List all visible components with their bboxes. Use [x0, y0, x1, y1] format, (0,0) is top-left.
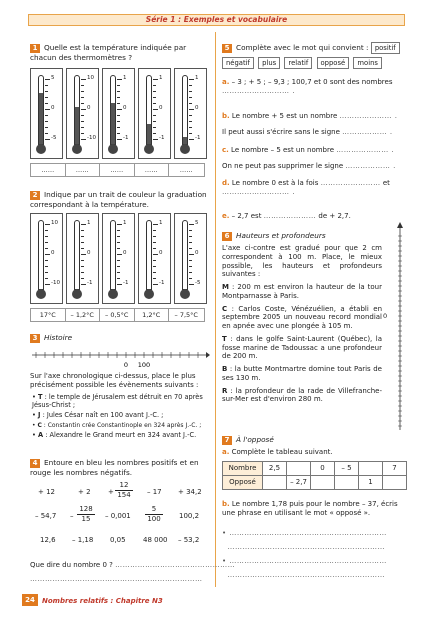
ex6-item: T : dans le golfe Saint-Laurent (Québec), la fosse marine de Tadoussac a une profondeur de 200 m. — [222, 334, 382, 361]
thermometer-tick-label: 0 — [123, 105, 127, 111]
ex1-thermometer — [30, 68, 63, 159]
thermometer-tick — [153, 79, 158, 80]
ex3-text: Sur l'axe chronologique ci-dessus, place le plus précisément possible les évènements suivants : — [30, 372, 199, 389]
thermometer-tick — [153, 127, 156, 128]
thermometer-tick — [117, 115, 120, 116]
thermometer-tick — [45, 127, 48, 128]
ex4-n6[interactable]: – 54,7 — [35, 512, 57, 520]
thermometer-tick[interactable] — [45, 266, 48, 267]
ex4-frac1[interactable]: 12 154 — [115, 481, 133, 500]
thermometer-tick[interactable] — [117, 272, 120, 273]
mercury-level — [111, 103, 115, 144]
ex6-item: B : la butte Montmartre domine tout Paris de ses 130 m. — [222, 365, 382, 382]
thermometer-tick[interactable] — [153, 230, 156, 231]
thermometer-tick — [189, 109, 194, 110]
thermometer-tick-label: 1 — [159, 220, 163, 226]
thermometer-tick[interactable] — [153, 278, 156, 279]
thermometer-tick-label: -1 — [159, 135, 165, 141]
thermometer-tick-label: -1 — [87, 280, 93, 286]
thermometer-tick-label: -10 — [51, 280, 60, 286]
ex1-number: 1 — [30, 44, 40, 53]
thermometer-tick-label: 0 — [159, 105, 163, 111]
thermometer-tick — [45, 85, 48, 86]
thermometer-tick-label: 1 — [123, 220, 127, 226]
thermometer-tick[interactable] — [45, 260, 48, 261]
thermometer-tick — [45, 115, 48, 116]
thermometer-tick-label: 5 — [51, 75, 55, 81]
thermometer-tick — [81, 103, 84, 104]
ex5-c: c. Le nombre – 5 est un nombre ………………… . — [222, 146, 395, 154]
thermometer-tick[interactable] — [81, 284, 86, 285]
ex4-n8[interactable]: – 0,001 — [105, 512, 131, 520]
ex6-axis-zero: 0 — [383, 312, 388, 320]
thermometer-tick[interactable] — [153, 266, 156, 267]
ex4-n4[interactable]: – 17 — [147, 488, 162, 496]
thermometer-tick[interactable] — [189, 236, 192, 237]
ex3-list — [32, 393, 210, 439]
ex7-row-nombre: Nombre 2,5 0 – 5 7 — [223, 462, 407, 476]
thermometer-tick — [45, 79, 50, 80]
ex1-answer[interactable]: …… — [31, 164, 66, 176]
thermometer-tick — [81, 121, 84, 122]
thermometer-tick[interactable] — [153, 236, 156, 237]
thermometer-tick — [45, 109, 50, 110]
ex5-word-bank — [222, 57, 384, 69]
ex1-thermometer — [102, 68, 135, 159]
thermometer-tick[interactable] — [189, 266, 192, 267]
ex5-c2: On ne peut pas supprimer le signe ……………… . — [222, 162, 396, 170]
ex2-temp: – 0,5°C — [100, 309, 135, 321]
ex4-n5[interactable]: + 34,2 — [178, 488, 202, 496]
thermometer-tick — [153, 115, 156, 116]
thermometer-tick — [117, 139, 122, 140]
ex2-temp: – 1,2°C — [66, 309, 101, 321]
ex2-thermometer — [174, 213, 207, 304]
ex2-temp: 17°C — [31, 309, 66, 321]
thermometer-tick-label: 0 — [159, 250, 163, 256]
ex2-thermometer — [138, 213, 171, 304]
ex5-number: 5 — [222, 44, 232, 53]
thermometer-tick[interactable] — [153, 242, 156, 243]
ex7-answer-lines[interactable]: • ……………………………………………………… ……………………………………………………… • ……………………………………………………… ……………………………………………………… — [222, 529, 387, 579]
ex1-answer[interactable]: …… — [100, 164, 135, 176]
thermometer-tick — [189, 139, 194, 140]
thermometer-tick[interactable] — [189, 242, 192, 243]
ex1-answer[interactable]: …… — [66, 164, 101, 176]
thermometer-bulb — [72, 289, 82, 299]
thermometer-tick — [153, 103, 156, 104]
thermometer-tick — [45, 121, 48, 122]
thermometer-bulb — [180, 144, 190, 154]
ex1-question: 1 Quelle est la température indiquée par chacun des thermomètres ? — [30, 43, 187, 62]
thermometer-tick[interactable] — [81, 224, 86, 225]
ex2-temp: 1,2°C — [135, 309, 170, 321]
thermometer-tick[interactable] — [81, 254, 86, 255]
thermometer-tick[interactable] — [81, 260, 84, 261]
thermometer-tick[interactable] — [45, 242, 48, 243]
ex2-question: 2 Indique par un trait de couleur la graduation correspondant à la température. — [30, 190, 207, 209]
axis-label-100: 100 — [137, 361, 151, 369]
thermometer-tick-label: 0 — [87, 105, 91, 111]
ex5-a: a. – 3 ; + 5 ; – 9,3 ; 100,7 et 0 sont des nombres ……………………… . — [222, 78, 393, 95]
thermometer-tick-label: 10 — [87, 75, 94, 81]
thermometer-tick[interactable] — [189, 248, 192, 249]
mercury-level — [75, 107, 79, 144]
thermometer-bulb — [108, 289, 118, 299]
ex4-frac2[interactable]: 128 15 — [77, 505, 95, 524]
thermometer-tick[interactable] — [45, 278, 48, 279]
ex4-answer-line[interactable]: …………………………………………………………… — [30, 575, 203, 583]
thermometer-tick-label: 0 — [195, 105, 199, 111]
thermometer-tick — [81, 127, 84, 128]
ex4-zero-question: Que dire du nombre 0 ? ………………………………………… — [30, 561, 236, 569]
ex4-n7-sign: – — [70, 512, 74, 520]
thermometer-tick — [153, 133, 156, 134]
thermometer-tube — [110, 75, 116, 145]
ex5-b: b. Le nombre + 5 est un nombre ………………… . — [222, 112, 398, 120]
ex7-heading: 7 À l'opposé — [222, 435, 274, 445]
thermometer-tick — [153, 121, 156, 122]
thermometer-tick[interactable] — [45, 224, 50, 225]
ex3-item: • A : Alexandre le Grand meurt en 324 avant J.-C. — [32, 431, 197, 440]
thermometer-bulb — [72, 144, 82, 154]
thermometer-tick[interactable] — [153, 260, 156, 261]
thermometer-tick[interactable] — [117, 260, 120, 261]
ex4-n11[interactable]: – 1,18 — [72, 536, 94, 544]
thermometer-tick[interactable] — [117, 224, 122, 225]
footer-title: Nombres relatifs : Chapitre N3 — [42, 597, 163, 605]
thermometer-tick — [117, 91, 120, 92]
ex4-question: 4 Entoure en bleu les nombres positifs et en rouge les nombres négatifs. — [30, 458, 199, 477]
ex5-b2: Il peut aussi s'écrire sans le signe ……………… . — [222, 128, 393, 136]
thermometer-tick[interactable] — [117, 242, 120, 243]
ex2-number: 2 — [30, 191, 40, 200]
word-negatif: négatif — [222, 57, 254, 69]
thermometer-tick — [81, 79, 86, 80]
thermometer-tick[interactable] — [117, 278, 120, 279]
ex7-row-oppose: Opposé – 2,7 1 — [223, 476, 407, 490]
thermometer-tick — [153, 97, 156, 98]
mercury-level — [183, 137, 187, 144]
thermometer-tick[interactable] — [153, 284, 158, 285]
ex6-number: 6 — [222, 232, 232, 241]
thermometer-tube — [146, 220, 152, 290]
ex7-number: 7 — [222, 436, 232, 445]
axis-label-0: 0 — [123, 361, 129, 369]
thermometer-tube — [74, 75, 80, 145]
thermometer-tick[interactable] — [81, 272, 84, 273]
thermometer-tick-label: 1 — [123, 75, 127, 81]
thermometer-tick — [45, 91, 48, 92]
thermometer-bulb — [144, 289, 154, 299]
thermometer-tick-label: 1 — [159, 75, 163, 81]
ex4-n9[interactable]: 100,2 — [179, 512, 200, 520]
thermometer-tick — [117, 103, 120, 104]
thermometer-tick[interactable] — [189, 260, 192, 261]
thermometer-tick — [81, 115, 84, 116]
ex3-item: • T : le temple de Jérusalem est détruit en 70 après Jésus-Christ ; — [32, 393, 203, 410]
thermometer-tick[interactable] — [117, 254, 122, 255]
ex7-b: b. Le nombre 1,78 puis pour le nombre – 37, écris une phrase en utilisant le mot « opposé ». — [222, 500, 398, 517]
word-positif: positif — [371, 42, 400, 54]
thermometer-tick-label: 0 — [51, 250, 55, 256]
thermometer-tick[interactable] — [45, 248, 48, 249]
mercury-level — [147, 124, 151, 144]
thermometer-tick[interactable] — [153, 224, 158, 225]
ex3-number: 3 — [30, 334, 40, 343]
ex6-heading: 6 Hauteurs et profondeurs — [222, 231, 326, 241]
thermometer-tube — [182, 75, 188, 145]
thermometer-tick-label: 0 — [123, 250, 127, 256]
thermometer-tick[interactable] — [117, 230, 120, 231]
ex6-item: C : Carlos Coste, Vénézuélien, a établi en septembre 2005 un nouveau record mondial en apnée avec une plongée à 105 m. — [222, 304, 382, 330]
ex4-n1[interactable]: + 12 — [38, 488, 55, 496]
thermometer-tick-label: -1 — [159, 280, 165, 286]
thermometer-tick — [45, 103, 48, 104]
word-moins: moins — [353, 57, 382, 69]
thermometer-tube — [38, 220, 44, 290]
thermometer-tick — [189, 97, 192, 98]
ex3-heading: 3 Histoire — [30, 333, 72, 343]
ex6-vertical-axis — [390, 222, 410, 432]
thermometer-tick[interactable] — [45, 236, 48, 237]
thermometer-tick — [189, 91, 192, 92]
thermometer-tick — [81, 139, 86, 140]
ex1-thermometer — [138, 68, 171, 159]
thermometer-tick — [117, 79, 122, 80]
thermometer-tick — [153, 85, 156, 86]
thermometer-tick[interactable] — [45, 230, 48, 231]
thermometer-tick — [81, 109, 86, 110]
thermometer-tick — [81, 91, 84, 92]
ex6-item: M : 200 m est environ la hauteur de la tour Montparnasse à Paris. — [222, 283, 382, 300]
ex4-n14[interactable]: – 53,2 — [178, 536, 200, 544]
thermometer-tick — [117, 97, 120, 98]
ex1-answer[interactable]: …… — [179, 166, 193, 174]
thermometer-tick — [81, 133, 84, 134]
thermometer-tick — [117, 121, 120, 122]
thermometer-tick — [189, 121, 192, 122]
thermometer-tick[interactable] — [189, 272, 192, 273]
ex4-n10[interactable]: 12,6 — [40, 536, 56, 544]
thermometer-tick — [81, 97, 84, 98]
page-number: 24 — [22, 594, 38, 606]
thermometer-tick[interactable] — [81, 242, 84, 243]
thermometer-tube — [182, 220, 188, 290]
ex1-answer[interactable]: …… — [135, 164, 170, 176]
thermometer-tick — [189, 127, 192, 128]
ex6-text: L'axe ci-contre est gradué pour que 2 cm correspondent à 100 m. Place, le mieux possible, les hauteurs et profondeurs suivantes : M : 200 m est environ la hauteur de la tour Montparnasse à Paris. C : Carlos Coste, Vénézuélien, a établi en septembre 2005 un nouveau record mondial en apnée avec une plongée à 105 m. T : dans le golfe Saint-Laurent (Québec), la fosse marine de Tadoussac a une profondeur de 200 m. B : la butte Montmartre domine tout Paris de ses 130 m. R : la profondeur de la rade de Villefranche-sur-Mer est d'environ 280 m. — [222, 244, 382, 404]
ex5-intro: 5 Complète avec le mot qui convient : positif — [222, 42, 407, 54]
thermometer-tick — [117, 109, 122, 110]
thermometer-tube — [146, 75, 152, 145]
ex2-temp: – 7,5°C — [174, 311, 198, 319]
thermometer-bulb — [108, 144, 118, 154]
thermometer-tick-label: 0 — [87, 250, 91, 256]
ex1-thermometer — [174, 68, 207, 159]
word-oppose: opposé — [317, 57, 350, 69]
thermometer-tick[interactable] — [45, 284, 50, 285]
thermometer-tick-label: 1 — [87, 220, 91, 226]
thermometer-tick-label: 5 — [195, 220, 199, 226]
thermometer-tick[interactable] — [81, 230, 84, 231]
thermometer-tick[interactable] — [81, 236, 84, 237]
thermometer-tick — [189, 103, 192, 104]
thermometer-tick-label: -5 — [195, 280, 201, 286]
ex7-a: a. Complète le tableau suivant. — [222, 448, 333, 456]
thermometer-tick[interactable] — [117, 284, 122, 285]
ex2-thermometer — [102, 213, 135, 304]
thermometer-tick[interactable] — [153, 248, 156, 249]
thermometer-tick[interactable] — [189, 254, 194, 255]
thermometer-tick-label: -1 — [123, 280, 129, 286]
thermometer-bulb — [180, 289, 190, 299]
thermometer-tick[interactable] — [153, 272, 156, 273]
column-divider — [215, 32, 216, 587]
thermometer-bulb — [36, 144, 46, 154]
thermometer-tick — [153, 91, 156, 92]
ex7-table — [222, 461, 407, 490]
thermometer-tick[interactable] — [189, 224, 194, 225]
thermometer-tick[interactable] — [45, 254, 50, 255]
thermometer-tick[interactable] — [153, 254, 158, 255]
thermometer-tick — [45, 139, 50, 140]
thermometer-tick[interactable] — [117, 236, 120, 237]
ex3-item: • J : Jules César naît en 100 avant J.-C. ; — [32, 411, 164, 420]
thermometer-tick — [189, 79, 194, 80]
thermometer-tube — [74, 220, 80, 290]
thermometer-tick[interactable] — [189, 284, 194, 285]
thermometer-tick — [153, 109, 158, 110]
thermometer-tick — [189, 85, 192, 86]
ex5-e: e. – 2,7 est ………………… de + 2,7. — [222, 212, 351, 220]
ex1-thermometer — [66, 68, 99, 159]
thermometer-tick — [117, 133, 120, 134]
thermometer-tick — [189, 133, 192, 134]
thermometer-tube — [110, 220, 116, 290]
ex4-n2[interactable]: + 2 — [78, 488, 91, 496]
thermometer-tick — [117, 85, 120, 86]
thermometer-tick — [153, 139, 158, 140]
word-relatif: relatif — [284, 57, 312, 69]
ex4-frac3[interactable]: 5 100 — [145, 505, 163, 524]
ex4-number: 4 — [30, 459, 40, 468]
thermometer-tick[interactable] — [189, 278, 192, 279]
thermometer-tick[interactable] — [81, 278, 84, 279]
thermometer-tick-label: -10 — [87, 135, 96, 141]
ex4-n13[interactable]: 48 000 — [143, 536, 168, 544]
thermometer-tick[interactable] — [45, 272, 48, 273]
ex2-thermometer — [30, 213, 63, 304]
thermometer-tick[interactable] — [117, 266, 120, 267]
ex6-item: R : la profondeur de la rade de Villefranche-sur-Mer est d'environ 280 m. — [222, 386, 382, 404]
thermometer-tick-label: -1 — [195, 135, 201, 141]
series-header: Série 1 : Exemples et vocabulaire — [28, 14, 405, 26]
ex4-n12[interactable]: 0,05 — [110, 536, 126, 544]
thermometer-tick-label: 0 — [51, 105, 55, 111]
thermometer-tube — [38, 75, 44, 145]
thermometer-bulb — [36, 289, 46, 299]
word-plus: plus — [258, 57, 280, 69]
thermometer-tick-label: 1 — [195, 75, 199, 81]
ex1-answer-row — [30, 163, 205, 177]
thermometer-tick-label: 10 — [51, 220, 58, 226]
thermometer-tick — [45, 97, 48, 98]
thermometer-tick[interactable] — [81, 266, 84, 267]
thermometer-tick[interactable] — [117, 248, 120, 249]
thermometer-tick — [81, 85, 84, 86]
mercury-level — [39, 93, 43, 144]
thermometer-tick — [117, 127, 120, 128]
thermometer-tick — [189, 115, 192, 116]
ex3-time-axis — [30, 344, 210, 370]
thermometer-tick — [45, 133, 48, 134]
ex2-temp-row — [30, 308, 205, 322]
thermometer-tick-label: -1 — [123, 135, 129, 141]
thermometer-tick[interactable] — [81, 248, 84, 249]
ex4-n3-sign: + — [108, 488, 114, 496]
thermometer-tick[interactable] — [189, 230, 192, 231]
thermometer-bulb — [144, 144, 154, 154]
thermometer-tick-label: -5 — [51, 135, 57, 141]
ex2-thermometer — [66, 213, 99, 304]
ex3-item: • C : Constantin crée Constantinople en 324 après J.-C. ; — [32, 421, 202, 429]
thermometer-tick-label: 0 — [195, 250, 199, 256]
ex5-d: d. Le nombre 0 est à la fois …………………… et ……………………… . — [222, 179, 390, 196]
